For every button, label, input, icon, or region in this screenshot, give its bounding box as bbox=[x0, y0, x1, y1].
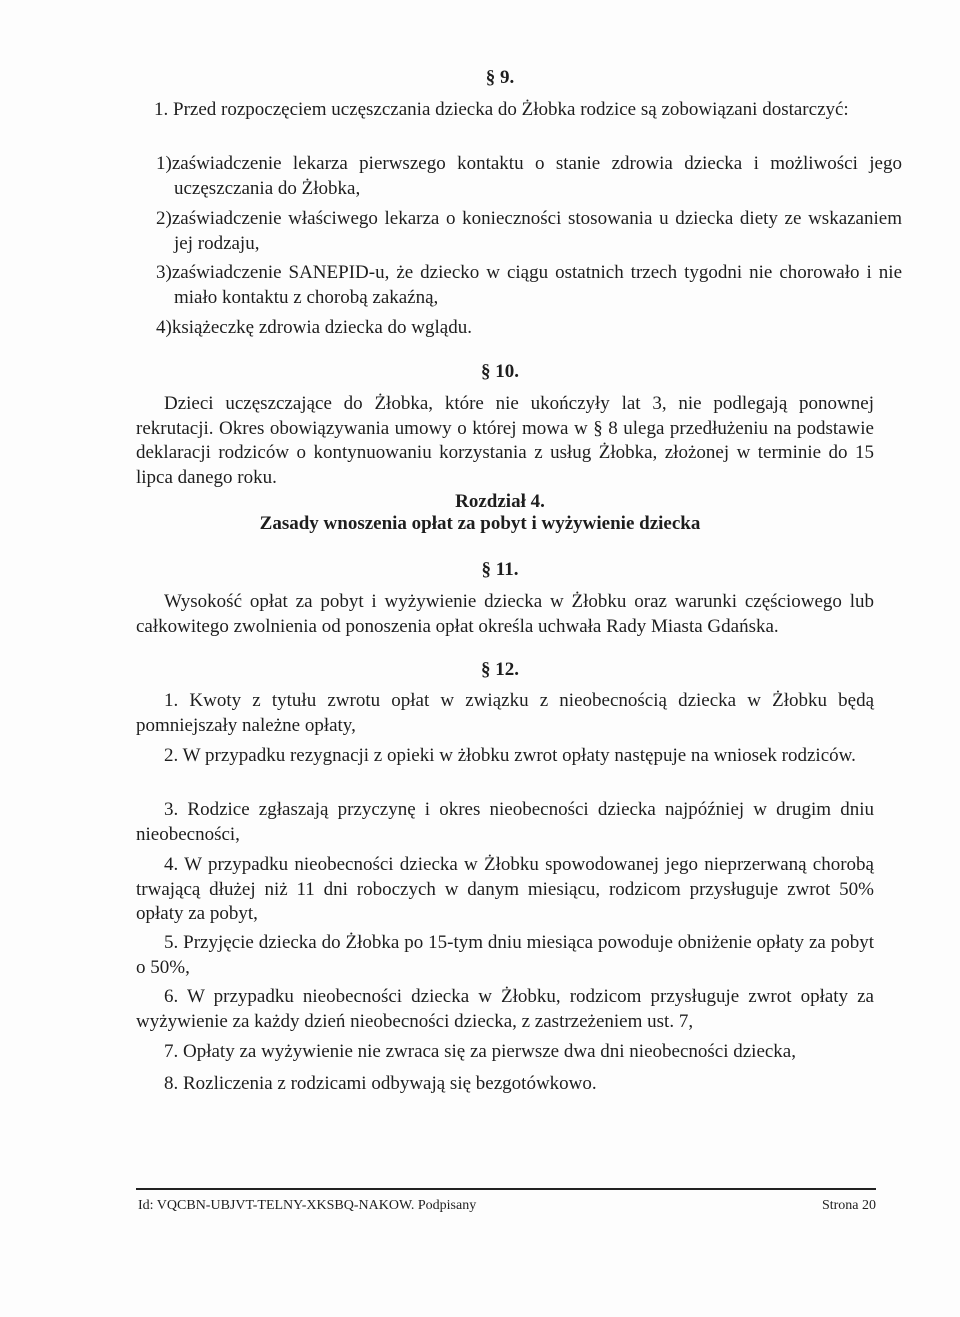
section-heading-10: § 10. bbox=[481, 361, 519, 382]
footer-document-id: Id: VQCBN-UBJVT-TELNY-XKSBQ-NAKOW. Podpisany bbox=[138, 1198, 477, 1213]
section-heading-12: § 12. bbox=[481, 659, 519, 680]
section-9-item-4: 4)książeczkę zdrowia dziecka do wglądu. bbox=[156, 317, 472, 338]
section-12-item-8: 8. Rozliczenia z rodzicami odbywają się bezgotówkowo. bbox=[164, 1073, 597, 1094]
section-10-text: Dzieci uczęszczające do Żłobka, które nie ukończyły lat 3, nie podlegają ponownej rekrutacji. Okres obowiązywania umowy o której mowa w § 8 ulega przedłużeniu na podstawie deklaracji rodziców o kontynuowaniu korzystania z usług Żłobka, złożonej w terminie do 15 lipca danego roku. bbox=[136, 393, 874, 488]
footer-page-number: Strona 20 bbox=[821, 1198, 876, 1213]
footer-divider bbox=[136, 1188, 876, 1190]
section-9-item-1: 1)zaświadczenie lekarza pierwszego kontaktu o stanie zdrowia dziecka i możliwości jego uczęszczania do Żłobka, bbox=[156, 153, 902, 199]
section-12-item-7: 7. Opłaty za wyżywienie nie zwraca się za pierwsze dwa dni nieobecności dziecka, bbox=[164, 1041, 796, 1062]
section-12-item-6: 6. W przypadku nieobecności dziecka w Żłobku, rodzicom przysługuje zwrot opłaty za wyżywienie za każdy dzień nieobecności dziecka, z zastrzeżeniem ust. 7, bbox=[136, 986, 874, 1032]
section-12-item-4: 4. W przypadku nieobecności dziecka w Żłobku spowodowanej jego nieprzerwaną chorobą trwającą dłużej niż 11 dni roboczych w danym miesiącu, rodzicom przysługuje zwrot 50% opłaty za pobyt, bbox=[136, 854, 874, 924]
section-heading-11: § 11. bbox=[481, 559, 519, 580]
chapter-number: Rozdział 4. bbox=[455, 491, 545, 512]
section-12-item-3: 3. Rodzice zgłaszają przyczynę i okres nieobecności dziecka najpóźniej w drugim dniu nieobecności, bbox=[136, 799, 874, 845]
section-9-intro: 1. Przed rozpoczęciem uczęszczania dziecka do Żłobka rodzice są zobowiązani dostarczyć: bbox=[154, 99, 849, 120]
section-9-item-3: 3)zaświadczenie SANEPID-u, że dziecko w ciągu ostatnich trzech tygodni nie chorowało i nie miało kontaktu z chorobą zakaźną, bbox=[156, 262, 902, 308]
section-9-item-2: 2)zaświadczenie właściwego lekarza o konieczności stosowania u dziecka diety ze wskazaniem jej rodzaju, bbox=[156, 208, 902, 254]
section-11-text: Wysokość opłat za pobyt i wyżywienie dziecka w Żłobku oraz warunki częściowego lub całkowitego zwolnienia od ponoszenia opłat określa uchwała Rady Miasta Gdańska. bbox=[136, 591, 874, 637]
section-12-item-2: 2. W przypadku rezygnacji z opieki w żłobku zwrot opłaty następuje na wniosek rodziców. bbox=[164, 745, 856, 766]
section-12-item-1: 1. Kwoty z tytułu zwrotu opłat w związku z nieobecnością dziecka w Żłobku będą pomniejszały należne opłaty, bbox=[136, 690, 874, 736]
section-heading-9: § 9. bbox=[485, 67, 515, 88]
chapter-title: Zasady wnoszenia opłat za pobyt i wyżywienie dziecka bbox=[259, 513, 701, 534]
section-12-item-5: 5. Przyjęcie dziecka do Żłobka po 15-tym dniu miesiąca powoduje obniżenie opłaty za pobyt o 50%, bbox=[136, 932, 874, 978]
